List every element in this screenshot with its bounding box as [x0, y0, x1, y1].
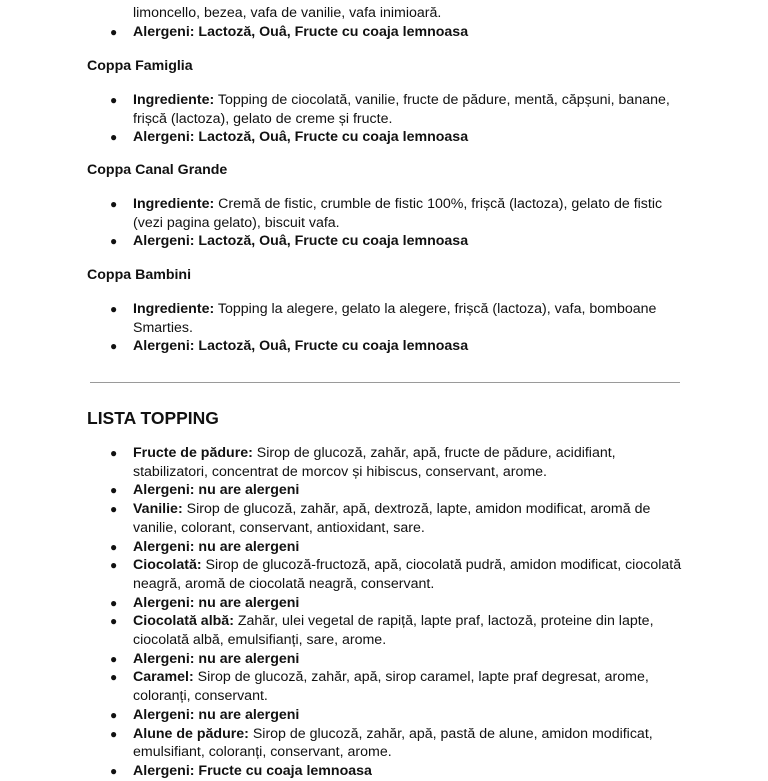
list-item — [0, 762, 683, 781]
list-item — [0, 128, 683, 147]
horizontal-divider — [90, 382, 680, 383]
section-title: Coppa Bambini — [87, 267, 192, 283]
list-item — [0, 668, 683, 705]
list-item — [0, 725, 683, 762]
topping-list — [0, 444, 683, 781]
section-list — [0, 91, 683, 147]
item-text: Topping de ciocolată, vanilie, fructe de pădure, mentă, căpșuni, banane, frișcă (lactoza), gelato de creme și fructe. — [133, 92, 670, 127]
item-label: Alergeni: nu are alergeni — [133, 482, 300, 499]
bullet-icon: ● — [110, 558, 118, 573]
bullet-icon: ● — [110, 763, 118, 778]
item-label: Ingrediente: — [133, 196, 215, 212]
bullet-icon: ● — [110, 502, 118, 517]
bullet-icon: ● — [110, 24, 118, 39]
bullet-icon: ● — [110, 726, 118, 741]
item-label: Alergeni: Lactoză, Ouâ, Fructe cu coaja lemnoasa — [133, 129, 469, 146]
item-text: Zahăr, ulei vegetal de rapiță, lapte praf, lactoză, proteine din lapte, ciocolată albă, emulsifianți, sare, arome. — [133, 613, 654, 649]
section-title-topping: LISTA TOPPING — [87, 408, 219, 428]
bullet-icon: ● — [110, 197, 118, 211]
list-item — [0, 444, 683, 481]
item-label: Alergeni: Lactoză, Ouâ, Fructe cu coaja lemnoasa — [133, 23, 469, 40]
bullet-icon: ● — [110, 93, 118, 107]
item-label: Caramel: — [133, 669, 194, 686]
bullet-icon: ● — [110, 595, 118, 610]
bullet-icon: ● — [110, 670, 118, 685]
bullet-icon: ● — [110, 234, 118, 249]
section-title: Coppa Famiglia — [87, 58, 193, 74]
item-text: Sirop de glucoză, zahăr, apă, dextroză, lapte, amidon modificat, aromă de vanilie, colorant, conservant, antioxidant, sare. — [133, 501, 651, 536]
section-title: Coppa Canal Grande — [87, 162, 228, 178]
item-label: Alergeni: nu are alergeni — [133, 706, 300, 723]
item-text: Sirop de glucoză, zahăr, apă, fructe de pădure, acidifiant, stabilizatori, concentrat de morcov și hibiscus, conservant, arome. — [133, 445, 616, 480]
list-item — [0, 612, 683, 649]
bullet-icon: ● — [110, 339, 118, 354]
list-item — [0, 4, 683, 23]
list-item — [0, 706, 683, 725]
bullet-icon: ● — [110, 302, 118, 316]
list-item — [0, 337, 683, 356]
item-label: Ciocolată albă: — [133, 613, 234, 630]
list-item — [0, 650, 683, 669]
bullet-icon: ● — [110, 446, 118, 460]
item-text: limoncello, bezea, vafa de vanilie, vafa inimioară. — [133, 5, 442, 21]
list-item — [0, 91, 683, 128]
list-item — [0, 556, 683, 593]
item-text: Topping la alegere, gelato la alegere, frișcă (lactoza), vafa, bomboane Smarties. — [133, 301, 657, 336]
bullet-icon: ● — [110, 539, 118, 554]
item-label: Alergeni: Lactoză, Ouâ, Fructe cu coaja lemnoasa — [133, 233, 469, 250]
bullet-icon: ● — [110, 130, 118, 145]
item-text: Sirop de glucoză, zahăr, apă, pastă de alune, amidon modificat, emulsifiant, coloranți, conservant, arome. — [133, 725, 653, 761]
list-item — [0, 481, 683, 500]
item-label: Vanilie: — [133, 501, 183, 518]
item-label: Ingrediente: — [133, 301, 215, 317]
list-item — [0, 23, 683, 42]
item-text: Sirop de glucoză-fructoză, apă, ciocolată pudră, amidon modificat, ciocolată neagră, aromă de ciocolată neagră, conservant. — [133, 557, 682, 592]
item-label: Alergeni: nu are alergeni — [133, 538, 300, 555]
item-label: Ingrediente: — [133, 92, 215, 108]
item-label: Alergeni: Fructe cu coaja lemnoasa — [133, 762, 372, 779]
item-text: Cremă de fistic, crumble de fistic 100%, frișcă (lactoza), gelato de fistic (vezi pagina gelato), biscuit vafa. — [133, 196, 663, 231]
item-label: Fructe de pădure: — [133, 445, 253, 461]
list-item — [0, 300, 683, 337]
section-list — [0, 195, 683, 251]
section-list — [0, 300, 683, 356]
bullet-icon: ● — [110, 651, 118, 666]
item-label: Ciocolată: — [133, 557, 202, 574]
item-label: Alergeni: nu are alergeni — [133, 650, 300, 667]
list-item — [0, 538, 683, 557]
list-item — [0, 195, 683, 232]
list-item — [0, 500, 683, 537]
list-item — [0, 594, 683, 613]
item-label: Alune de pădure: — [133, 725, 249, 742]
list-item — [0, 232, 683, 251]
bullet-icon: ● — [110, 483, 118, 498]
top-list — [0, 4, 683, 41]
item-label: Alergeni: nu are alergeni — [133, 594, 300, 611]
item-label: Alergeni: Lactoză, Ouâ, Fructe cu coaja lemnoasa — [133, 338, 469, 355]
bullet-icon: ● — [110, 707, 118, 722]
bullet-icon: ● — [110, 614, 118, 629]
item-text: Sirop de glucoză, zahăr, apă, sirop caramel, lapte praf degresat, arome, coloranți, conservant. — [133, 669, 649, 705]
